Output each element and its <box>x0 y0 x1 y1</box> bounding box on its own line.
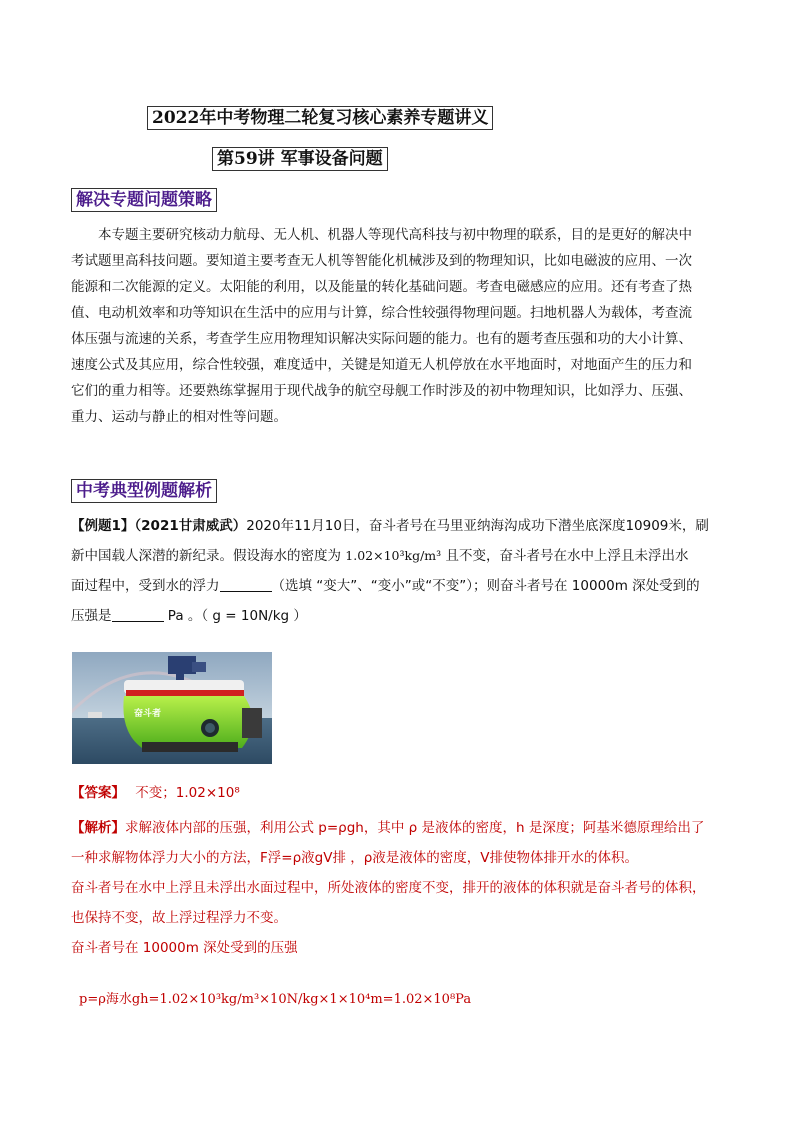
strategy-line: 本专题主要研究核动力航母、无人机、机器人等现代高科技与初中物理的联系，目的是更好的解决中 <box>98 227 692 243</box>
example-line-3: 面过程中，受到水的浮力 （选填 “变大”、“变小”或“不变”）；则奋斗者号在 10000m 深处受到的 <box>71 578 700 594</box>
answer-label: 【答案】 <box>71 785 125 801</box>
analysis-label: 【解析】 <box>71 820 125 836</box>
example-label: 【例题1】 <box>71 518 135 534</box>
example-line-2: 新中国载人深潜的新纪录。假设海水的密度为 1.02×10³kg/m³ 且不变，奋斗者号在水中上浮且未浮出水 <box>71 548 689 564</box>
analysis-block <box>71 815 731 961</box>
strategy-line: 速度公式及其应用，综合性较强，难度适中，关键是知道无人机停放在水平地面时，对地面产生的压力和 <box>71 357 692 373</box>
strategy-paragraph <box>71 222 726 430</box>
example-1 <box>71 513 731 629</box>
lecture-title: 第59讲 军事设备问题 <box>212 147 388 171</box>
answer-row <box>71 780 240 806</box>
main-title: 2022年中考物理二轮复习核心素养专题讲义 <box>147 106 493 130</box>
strategy-line: 它们的重力相等。还要熟练掌握用于现代战争的航空母舰工作时涉及的初中物理知识，比如浮力、压强、 <box>71 383 692 399</box>
answer-blank-1[interactable] <box>220 577 272 592</box>
analysis-line-1: 【解析】求解液体内部的压强，利用公式 p=ρgh，其中 ρ 是液体的密度，h 是深度；阿基米德原理给出了 <box>71 820 705 836</box>
submersible-photo <box>72 652 272 764</box>
strategy-line: 值、电动机效率和功等知识在生活中的应用与计算，综合性较强得物理问题。扫地机器人为载体，考查流 <box>71 305 692 321</box>
section-heading-strategy: 解决专题问题策略 <box>71 188 217 212</box>
answer-blank-2[interactable] <box>112 607 164 622</box>
hull-text: 奋斗者 <box>134 709 162 719</box>
analysis-line-4: 也保持不变，故上浮过程浮力不变。 <box>71 910 287 926</box>
analysis-line-3: 奋斗者号在水中上浮且未浮出水面过程中，所处液体的密度不变，排开的液体的体积就是奋斗者号的体积， <box>71 880 706 896</box>
analysis-line-2: 一种求解物体浮力大小的方法，F浮=ρ液gV排 ，ρ液是液体的密度，V排使物体排开水的体积。 <box>71 850 639 866</box>
example-source: （2021甘肃威武） <box>134 518 247 534</box>
example-line-1: 【例题1】（2021甘肃威武）2020年11月10日，奋斗者号在马里亚纳海沟成功下潜坐底深度10909米，刷 <box>71 518 709 534</box>
analysis-line-5: 奋斗者号在 10000m 深处受到的压强 <box>71 940 298 956</box>
section-heading-examples: 中考典型例题解析 <box>71 479 217 503</box>
answer-text: 不变；1.02×10⁸ <box>135 785 240 801</box>
strategy-line: 能源和二次能源的定义。太阳能的利用，以及能量的转化基础问题。考查电磁感应的应用。还有考查了热 <box>71 279 692 295</box>
strategy-line: 重力、运动与静止的相对性等问题。 <box>71 409 287 425</box>
submersible-illustration <box>72 652 272 764</box>
example-line-4: 压强是 Pa 。（ g = 10N/kg ） <box>71 608 307 624</box>
strategy-line: 体压强与流速的关系，考查学生应用物理知识解决实际问题的能力。也有的题考查压强和功的大小计算、 <box>71 331 692 347</box>
density-formula: 1.02×10³kg/m³ <box>345 548 442 563</box>
pressure-formula: p=ρ海水gh=1.02×10³kg/m³×10N/kg×1×10⁴m=1.02×10⁸Pa <box>79 992 472 1007</box>
strategy-line: 考试题里高科技问题。要知道主要考查无人机等智能化机械涉及到的物理知识，比如电磁波的应用、一次 <box>71 253 692 269</box>
